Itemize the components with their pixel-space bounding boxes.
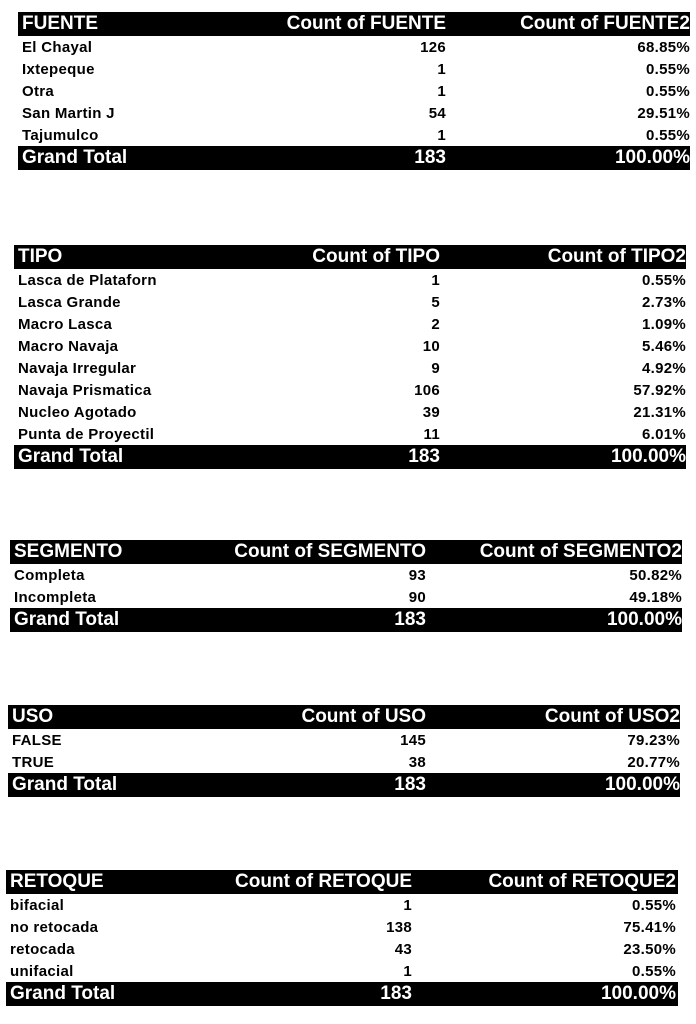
row-label: San Martin J: [22, 104, 115, 122]
row-count: 2: [431, 315, 440, 333]
header-field: SEGMENTO: [14, 541, 123, 562]
table-row: [6, 938, 678, 960]
row-label: TRUE: [12, 753, 55, 771]
table-row: [18, 124, 690, 146]
row-label: unifacial: [10, 962, 74, 980]
row-percent: 0.55%: [631, 962, 676, 980]
header-field: TIPO: [18, 246, 63, 267]
row-count: 5: [431, 293, 440, 311]
row-percent: 1.09%: [641, 315, 686, 333]
pivot-table-fuente: [18, 12, 690, 170]
header-field: USO: [12, 706, 54, 727]
header-count: Count of SEGMENTO: [234, 541, 426, 562]
row-count: 39: [422, 403, 440, 421]
table-header: [10, 540, 682, 564]
table-row: [8, 751, 680, 773]
row-percent: 4.92%: [641, 359, 686, 377]
total-count: 183: [394, 609, 426, 630]
row-percent: 0.55%: [631, 896, 676, 914]
table-row: [18, 36, 690, 58]
header-count: Count of USO: [301, 706, 426, 727]
header-percent: Count of TIPO2: [547, 246, 686, 267]
table-row: [8, 729, 680, 751]
row-count: 1: [437, 60, 446, 78]
row-label: retocada: [10, 940, 75, 958]
row-count: 106: [414, 381, 440, 399]
row-label: Lasca de Plataforn: [18, 271, 157, 289]
row-count: 93: [408, 566, 426, 584]
row-percent: 0.55%: [645, 82, 690, 100]
grand-total-row: [14, 445, 686, 469]
row-percent: 57.92%: [633, 381, 686, 399]
row-count: 10: [422, 337, 440, 355]
row-count: 1: [437, 82, 446, 100]
total-percent: 100.00%: [610, 446, 686, 467]
row-label: Navaja Irregular: [18, 359, 137, 377]
row-percent: 23.50%: [623, 940, 676, 958]
total-percent: 100.00%: [600, 983, 676, 1004]
total-count: 183: [380, 983, 412, 1004]
row-count: 1: [431, 271, 440, 289]
header-count: Count of FUENTE: [286, 13, 446, 34]
header-percent: Count of SEGMENTO2: [479, 541, 682, 562]
row-label: Incompleta: [14, 588, 97, 606]
row-count: 11: [423, 425, 440, 443]
total-label: Grand Total: [18, 446, 124, 467]
pivot-table-retoque: [6, 870, 678, 1006]
row-percent: 20.77%: [627, 753, 680, 771]
header-field: FUENTE: [22, 13, 98, 34]
total-count: 183: [394, 774, 426, 795]
grand-total-row: [10, 608, 682, 632]
row-count: 9: [431, 359, 440, 377]
row-label: Punta de Proyectil: [18, 425, 155, 443]
table-row: [18, 102, 690, 124]
row-count: 38: [408, 753, 426, 771]
grand-total-row: [8, 773, 680, 797]
table-row: [14, 291, 686, 313]
total-label: Grand Total: [12, 774, 118, 795]
table-header: [6, 870, 678, 894]
table-row: [6, 916, 678, 938]
table-row: [10, 586, 682, 608]
row-label: Lasca Grande: [18, 293, 121, 311]
table-row: [14, 313, 686, 335]
header-percent: Count of RETOQUE2: [488, 871, 676, 892]
row-count: 1: [403, 896, 412, 914]
row-label: Ixtepeque: [22, 60, 95, 78]
row-label: FALSE: [12, 731, 62, 749]
row-count: 126: [420, 38, 446, 56]
row-count: 145: [400, 731, 426, 749]
row-percent: 21.31%: [633, 403, 686, 421]
header-count: Count of RETOQUE: [235, 871, 412, 892]
pivot-table-uso: [8, 705, 680, 797]
row-percent: 68.85%: [637, 38, 690, 56]
row-percent: 0.55%: [641, 271, 686, 289]
row-percent: 0.55%: [645, 60, 690, 78]
grand-total-row: [18, 146, 690, 170]
total-percent: 100.00%: [614, 147, 690, 168]
header-percent: Count of FUENTE2: [520, 13, 690, 34]
row-percent: 79.23%: [627, 731, 680, 749]
row-label: Macro Navaja: [18, 337, 119, 355]
row-label: bifacial: [10, 896, 65, 914]
table-row: [6, 960, 678, 982]
total-percent: 100.00%: [606, 609, 682, 630]
header-count: Count of TIPO: [312, 246, 440, 267]
pivot-table-segmento: [10, 540, 682, 632]
row-count: 43: [394, 940, 412, 958]
table-row: [14, 423, 686, 445]
total-label: Grand Total: [22, 147, 128, 168]
table-row: [10, 564, 682, 586]
header-field: RETOQUE: [10, 871, 104, 892]
table-row: [14, 335, 686, 357]
row-percent: 5.46%: [641, 337, 686, 355]
table-header: [18, 12, 690, 36]
table-row: [18, 58, 690, 80]
table-row: [14, 357, 686, 379]
row-percent: 0.55%: [645, 126, 690, 144]
pivot-table-tipo: [14, 245, 686, 469]
table-row: [14, 269, 686, 291]
total-label: Grand Total: [14, 609, 120, 630]
row-label: Navaja Prismatica: [18, 381, 152, 399]
row-label: Tajumulco: [22, 126, 99, 144]
row-count: 138: [386, 918, 412, 936]
table-header: [8, 705, 680, 729]
row-percent: 50.82%: [629, 566, 682, 584]
table-row: [6, 894, 678, 916]
table-header: [14, 245, 686, 269]
row-percent: 2.73%: [641, 293, 686, 311]
row-count: 90: [408, 588, 426, 606]
row-percent: 6.01%: [641, 425, 686, 443]
row-percent: 29.51%: [637, 104, 690, 122]
row-label: Macro Lasca: [18, 315, 113, 333]
row-label: no retocada: [10, 918, 99, 936]
row-percent: 75.41%: [623, 918, 676, 936]
row-label: Nucleo Agotado: [18, 403, 137, 421]
table-row: [18, 80, 690, 102]
row-label: El Chayal: [22, 38, 93, 56]
table-row: [14, 401, 686, 423]
grand-total-row: [6, 982, 678, 1006]
total-percent: 100.00%: [604, 774, 680, 795]
row-label: Completa: [14, 566, 85, 584]
table-row: [14, 379, 686, 401]
header-percent: Count of USO2: [544, 706, 680, 727]
row-percent: 49.18%: [629, 588, 682, 606]
row-count: 1: [437, 126, 446, 144]
total-count: 183: [414, 147, 446, 168]
row-count: 54: [428, 104, 446, 122]
row-label: Otra: [22, 82, 55, 100]
total-count: 183: [408, 446, 440, 467]
row-count: 1: [403, 962, 412, 980]
total-label: Grand Total: [10, 983, 116, 1004]
